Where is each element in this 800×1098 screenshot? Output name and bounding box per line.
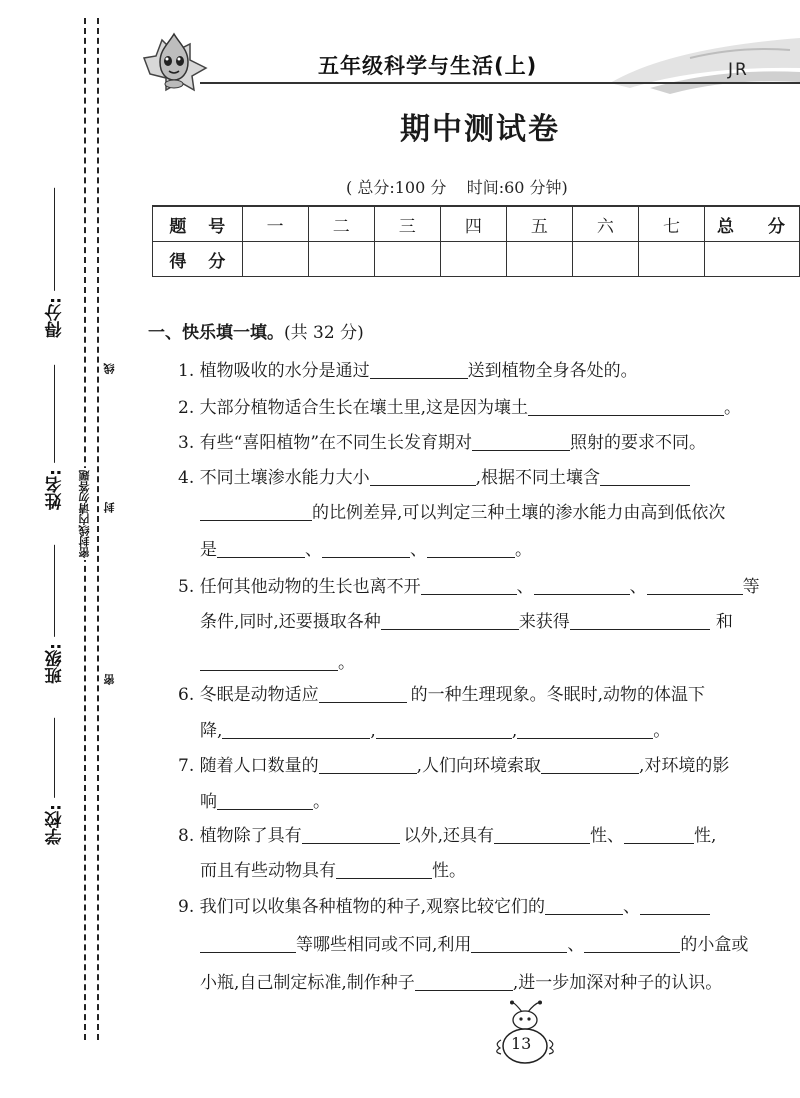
name-line [55,365,56,463]
q6-text-e: , [511,721,518,741]
q5-text-e: 条件,同时,还要摄取各种 [200,612,381,632]
q8-blank-4[interactable] [336,862,432,879]
q4-text-b: ,根据不同土壤含 [475,468,601,488]
q6-blank-3[interactable] [376,722,512,739]
question-2 [178,393,741,418]
q9-blank-5[interactable] [584,936,680,953]
q9-text-g: ,进一步加深对种子的认识。 [512,973,723,993]
score-table [152,205,800,277]
column-5: 五 [506,206,572,242]
q4-blank-3[interactable] [200,504,312,521]
q9-text-d: 、 [567,935,585,955]
q7-blank-1[interactable] [319,757,417,774]
question-8-line-2 [200,856,466,881]
page-number: 13 [511,1034,532,1053]
q8-text-b: 以外,还具有 [403,826,495,846]
row-header-score: 得 分 [153,242,243,277]
edition-label: JR [728,60,749,80]
q9-blank-4[interactable] [471,936,567,953]
school-label: 学校: [45,804,66,845]
swoosh-decoration-icon [610,38,800,98]
q6-text-f: 。 [653,721,671,741]
score-cell-6[interactable] [572,242,638,277]
question-9-line-1 [178,892,710,917]
column-7: 七 [638,206,704,242]
q8-text-d: 性, [694,826,717,846]
question-5-line-1 [178,572,760,597]
question-7-line-1 [178,751,729,776]
q4-blank-4[interactable] [217,541,305,558]
q1-text-a: 1. 植物吸收的水分是通过 [178,361,370,381]
q5-blank-3[interactable] [647,578,743,595]
q6-blank-1[interactable] [319,686,407,703]
q9-text-a: 9. 我们可以收集各种植物的种子,观察比较它们的 [178,897,546,917]
score-cell-4[interactable] [440,242,506,277]
question-4-line-3 [200,535,532,560]
question-8-line-1 [178,821,716,846]
subject-title: 五年级科学与生活(上) [318,54,538,78]
seal-mark-secret: 密 [103,674,116,685]
q4-text-a: 4. 不同土壤渗水能力大小 [178,468,370,488]
school-field[interactable] [40,718,70,845]
q9-blank-6[interactable] [415,974,513,991]
q7-text-c: ,对环境的影 [639,756,730,776]
q9-blank-1[interactable] [545,898,623,915]
row-header-question-number: 题 号 [153,206,243,242]
q3-blank-1[interactable] [472,434,570,451]
q4-blank-6[interactable] [427,541,515,558]
seal-note: 密封线内请勿答题 [78,470,91,558]
q5-text-d: 等 [742,577,760,597]
q7-blank-3[interactable] [217,793,313,810]
q3-text-b: 照射的要求不同。 [570,433,707,453]
q5-text-b: 、 [516,577,534,597]
question-6-line-1 [178,680,705,705]
section-points: (共 32 分) [284,323,364,343]
score-cell-5[interactable] [506,242,572,277]
name-field[interactable] [40,365,70,510]
question-5-line-2 [200,607,733,632]
q6-blank-2[interactable] [222,722,370,739]
score-cell-total[interactable] [704,242,799,277]
q9-text-c: 等哪些相同或不同,利用 [296,935,472,955]
q7-blank-2[interactable] [541,757,639,774]
question-6-line-2 [200,716,670,741]
q5-blank-4[interactable] [381,613,519,630]
binding-dashed-line-inner [97,18,99,1040]
column-2: 二 [308,206,374,242]
column-1: 一 [242,206,308,242]
q9-text-f: 小瓶,自己制定标准,制作种子 [200,973,415,993]
score-field[interactable] [40,188,70,338]
column-4: 四 [440,206,506,242]
q5-text-c: 、 [629,577,647,597]
school-line [55,718,56,798]
q9-blank-2[interactable] [640,898,710,915]
q9-blank-3[interactable] [200,936,296,953]
question-7-line-2 [200,787,330,812]
q4-text-f: 、 [410,540,427,560]
class-line [55,545,56,637]
question-4-line-1 [178,463,690,488]
score-cell-1[interactable] [242,242,308,277]
q8-text-e: 而且有些动物具有 [200,861,336,881]
table-row-scores [153,242,800,277]
question-9-line-2 [200,930,748,955]
question-1 [178,356,638,381]
q4-blank-2[interactable] [600,469,690,486]
q4-blank-5[interactable] [322,541,410,558]
mascot-icon [140,28,212,94]
q9-text-b: 、 [623,897,641,917]
q7-text-e: 。 [313,792,330,812]
q5-text-h: 。 [338,653,355,673]
question-9-line-3 [200,968,722,993]
q5-text-g: 和 [715,612,733,632]
q5-blank-1[interactable] [421,578,517,595]
column-6: 六 [572,206,638,242]
q4-blank-1[interactable] [370,469,476,486]
q1-text-b: 送到植物全身各处的。 [467,361,638,381]
column-3: 三 [374,206,440,242]
seal-mark-seal: 封 [103,502,116,513]
class-label: 班级: [45,643,66,684]
q7-text-a: 7. 随着人口数量的 [178,756,319,776]
q9-text-e: 的小盒或 [680,935,749,955]
section-title [148,318,364,343]
question-4-line-2 [200,498,725,523]
exam-meta: ( 总分:100 分 时间:60 分钟) [346,178,568,197]
q7-text-b: ,人们向环境索取 [416,756,542,776]
q8-text-c: 性、 [590,826,625,846]
q6-blank-4[interactable] [517,722,653,739]
q8-blank-1[interactable] [302,827,400,844]
q2-text-a: 2. 大部分植物适合生长在壤土里,这是因为壤土 [178,398,529,418]
q3-text-a: 3. 有些“喜阳植物”在不同生长发育期对 [178,433,473,453]
q5-blank-5[interactable] [570,613,710,630]
question-5-line-3 [200,648,355,673]
section-title-text: 一、快乐填一填。 [148,323,284,343]
q4-text-e: 、 [305,540,322,560]
q4-text-c: 的比例差异,可以判定三种土壤的渗水能力由高到低依次 [312,503,726,523]
column-total: 总 分 [704,206,799,242]
score-line [55,188,56,291]
header-rule [200,82,800,84]
q5-text-f: 来获得 [518,612,570,632]
q7-text-d: 响 [200,792,217,812]
q8-blank-2[interactable] [494,827,590,844]
score-label: 得分: [45,297,66,338]
q8-blank-3[interactable] [624,827,694,844]
class-field[interactable] [40,545,70,684]
score-cell-2[interactable] [308,242,374,277]
exam-title: 期中测试卷 [400,112,560,147]
q5-blank-6[interactable] [200,654,338,671]
q4-text-d: 是 [200,540,217,560]
q5-blank-2[interactable] [534,578,630,595]
q8-text-f: 性。 [432,861,466,881]
q1-blank-1[interactable] [370,362,468,379]
q2-text-b: 。 [724,398,742,418]
score-cell-7[interactable] [638,242,704,277]
q8-text-a: 8. 植物除了具有 [178,826,302,846]
seal-mark-line: 线 [103,363,116,374]
q6-text-c: 降, [200,721,223,741]
name-label: 姓名: [45,469,66,510]
score-cell-3[interactable] [374,242,440,277]
q4-text-g: 。 [515,540,532,560]
q6-text-a: 6. 冬眠是动物适应 [178,685,319,705]
question-3 [178,428,706,453]
page-number-badge-icon [490,1000,560,1066]
q5-text-a: 5. 任何其他动物的生长也离不开 [178,577,421,597]
q6-text-b: 的一种生理现象。冬眠时,动物的体温下 [410,685,706,705]
table-row-question-numbers [153,206,800,242]
q2-blank-1[interactable] [528,399,724,416]
q6-text-d: , [370,721,376,741]
